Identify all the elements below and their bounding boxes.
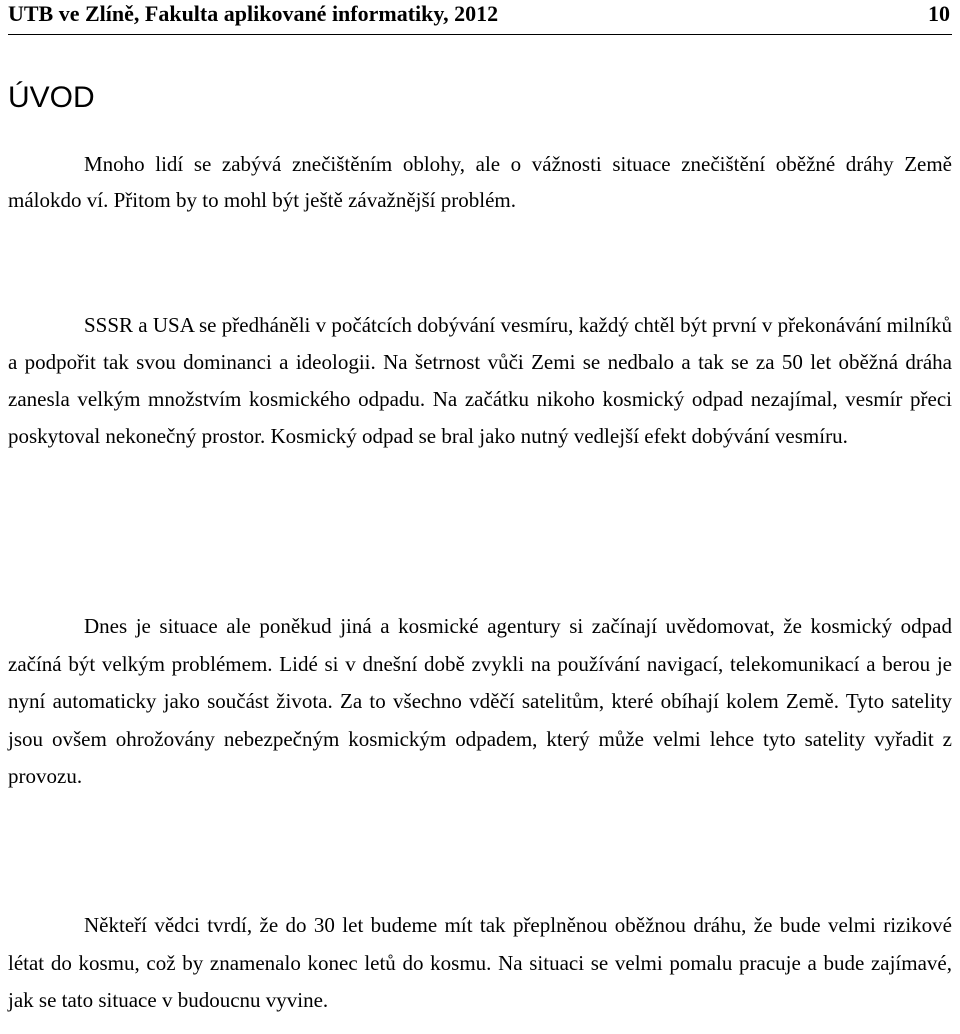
paragraph-4: Někteří vědci tvrdí, že do 30 let budeme mít tak přeplněnou oběžnou dráhu, že bude velmi rizikové létat do kosmu, což by znamenalo konec letů do kosmu. Na situaci se velmi pomalu pracuje a bude zajímavé, jak se tato situace v budoucnu vyvine. bbox=[8, 913, 952, 1012]
page-number: 10 bbox=[928, 1, 950, 26]
paragraph-1: Mnoho lidí se zabývá znečištěním oblohy, ale o vážnosti situace znečištění oběžné dráhy Země málokdo ví. Přitom by to mohl být ještě závažnější problém. bbox=[8, 152, 952, 212]
header-title: UTB ve Zlíně, Fakulta aplikované informatiky, 2012 bbox=[8, 1, 499, 26]
page-header bbox=[8, 0, 952, 35]
chapter-title: ÚVOD bbox=[8, 81, 95, 114]
paragraph-3: Dnes je situace ale poněkud jiná a kosmické agentury si začínají uvědomovat, že kosmický odpad začíná být velkým problémem. Lidé si v dnešní době zvykli na používání navigací, telekomunikací a berou je nyní automaticky jako součást života. Za to všechno vděčí satelitům, které obíhají kolem Země. Tyto satelity jsou ovšem ohrožovány nebezpečným kosmickým odpadem, který může velmi lehce tyto satelity vyřadit z provozu. bbox=[8, 614, 952, 788]
paragraph-2: SSSR a USA se předháněli v počátcích dobývání vesmíru, každý chtěl být první v překonávání milníků a podpořit tak svou dominanci a ideologii. Na šetrnost vůči Zemi se nedbalo a tak se za 50 let oběžná dráha zanesla velkým množstvím kosmického odpadu. Na začátku nikoho kosmický odpad nezajímal, vesmír přeci poskytoval nekonečný prostor. Kosmický odpad se bral jako nutný vedlejší efekt dobývání vesmíru. bbox=[8, 313, 952, 448]
